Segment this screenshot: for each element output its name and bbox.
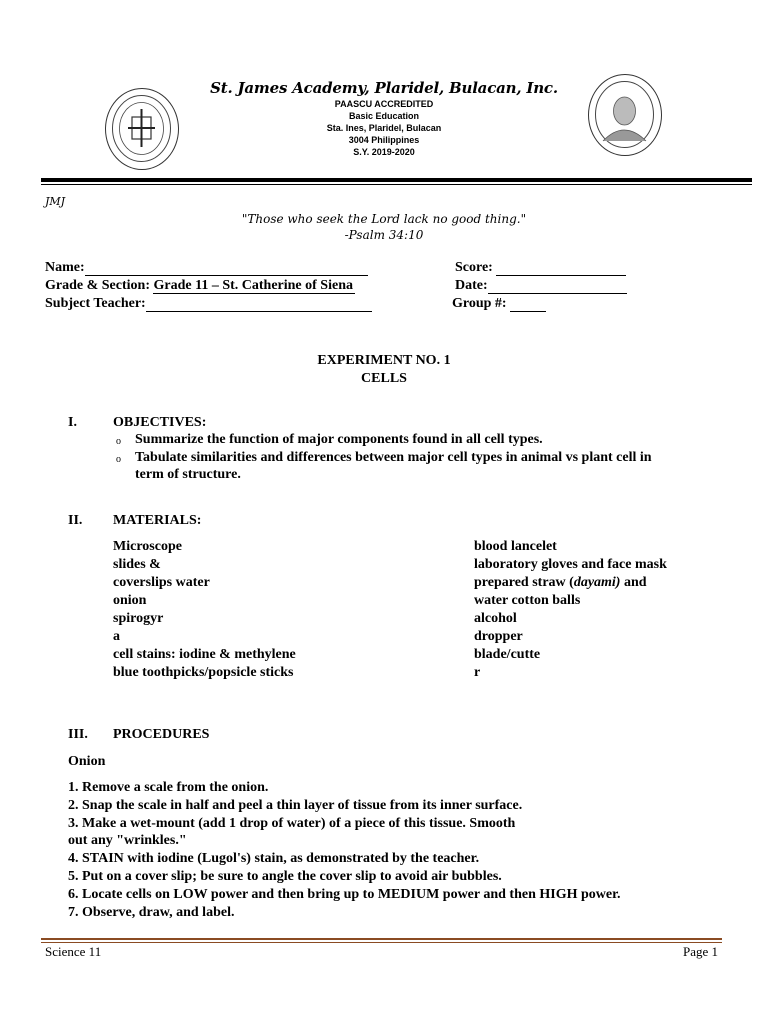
experiment-title: CELLS — [361, 371, 407, 386]
footer-divider-thick — [41, 938, 722, 940]
material-item: alcohol — [474, 611, 517, 626]
procedure-step: 6. Locate cells on LOW power and then bring up to MEDIUM power and then HIGH power. — [68, 887, 621, 902]
teacher-label: Subject Teacher: — [45, 296, 146, 311]
grade-label: Grade & Section: — [45, 278, 150, 293]
procedures-subheading: Onion — [68, 754, 106, 769]
procedures-heading: PROCEDURES — [113, 727, 210, 742]
name-blank[interactable] — [85, 260, 368, 276]
header-divider-thick — [41, 178, 752, 182]
material-straw-and: and — [620, 575, 647, 590]
objective-item-continued: term of structure. — [135, 467, 241, 482]
material-item: water cotton balls — [474, 593, 581, 608]
objectives-numeral: I. — [68, 415, 77, 430]
material-item: blade/cutte — [474, 647, 541, 662]
name-field[interactable] — [45, 260, 368, 276]
procedure-step: 2. Snap the scale in half and peel a thin layer of tissue from its inner surface. — [68, 798, 523, 813]
material-item: r — [474, 665, 481, 680]
material-item: dropper — [474, 629, 523, 644]
procedure-step: 1. Remove a scale from the onion. — [68, 780, 269, 795]
objectives-heading: OBJECTIVES: — [113, 415, 207, 430]
score-label: Score: — [455, 260, 493, 275]
teacher-blank[interactable] — [146, 296, 372, 312]
bible-reference: -Psalm 34:10 — [344, 228, 424, 242]
accreditation-line: PAASCU ACCREDITED — [334, 99, 434, 109]
material-item: Microscope — [113, 539, 182, 554]
group-label: Group #: — [452, 296, 507, 311]
materials-heading: MATERIALS: — [113, 513, 202, 528]
procedures-numeral: III. — [68, 727, 88, 742]
footer-divider-thin — [41, 942, 722, 943]
postal-line: 3004 Philippines — [348, 135, 420, 145]
school-name: St. James Academy, Plaridel, Bulacan, Inc. — [210, 79, 558, 97]
jmj-mark: JMJ — [45, 195, 66, 208]
address-line: Sta. Ines, Plaridel, Bulacan — [326, 123, 442, 133]
procedure-step: 5. Put on a cover slip; be sure to angle the cover slip to avoid air bubbles. — [68, 869, 502, 884]
procedure-step: 7. Observe, draw, and label. — [68, 905, 235, 920]
school-year-line: S.Y. 2019-2020 — [353, 147, 415, 157]
footer-subject: Science 11 — [45, 944, 102, 959]
procedure-step-continued: out any "wrinkles." — [68, 833, 187, 848]
score-field[interactable] — [455, 260, 626, 276]
score-blank[interactable] — [496, 260, 626, 276]
bible-quote: "Those who seek the Lord lack no good thing." — [241, 212, 527, 226]
material-item: onion — [113, 593, 147, 608]
material-straw-italic: dayami) — [573, 575, 621, 590]
date-label: Date: — [455, 278, 488, 293]
material-item: laboratory gloves and face mask — [474, 557, 667, 572]
objective-item: Tabulate similarities and differences between major cell types in animal vs plant cell in — [135, 450, 652, 465]
footer-page-number: Page 1 — [683, 944, 719, 959]
name-label: Name: — [45, 260, 85, 275]
objective-item: Summarize the function of major components found in all cell types. — [135, 432, 543, 447]
procedure-step: 4. STAIN with iodine (Lugol's) stain, as demonstrated by the teacher. — [68, 851, 480, 866]
material-item: coverslips water — [113, 575, 210, 590]
procedure-step: 3. Make a wet-mount (add 1 drop of water) of a piece of this tissue. Smooth — [68, 816, 516, 831]
grade-section-field — [45, 278, 355, 294]
material-item: a — [113, 629, 120, 644]
material-item: blood lancelet — [474, 539, 557, 554]
group-field[interactable] — [452, 296, 546, 312]
header-divider-thin — [41, 184, 752, 185]
material-item-straw — [474, 575, 647, 591]
bullet-icon: o — [116, 436, 121, 447]
experiment-number: EXPERIMENT NO. 1 — [317, 353, 451, 368]
date-field[interactable] — [455, 278, 627, 294]
grade-value: Grade 11 – St. Catherine of Siena — [153, 278, 353, 293]
date-blank[interactable] — [488, 278, 627, 294]
education-line: Basic Education — [348, 111, 420, 121]
teacher-field[interactable] — [45, 296, 372, 312]
material-item: spirogyr — [113, 611, 164, 626]
material-straw-text: prepared straw ( — [474, 575, 574, 590]
bullet-icon: o — [116, 454, 121, 465]
material-item: slides & — [113, 557, 161, 572]
material-item: cell stains: iodine & methylene — [113, 647, 296, 662]
material-item: blue toothpicks/popsicle sticks — [113, 665, 294, 680]
materials-numeral: II. — [68, 513, 83, 528]
group-blank[interactable] — [510, 296, 546, 312]
